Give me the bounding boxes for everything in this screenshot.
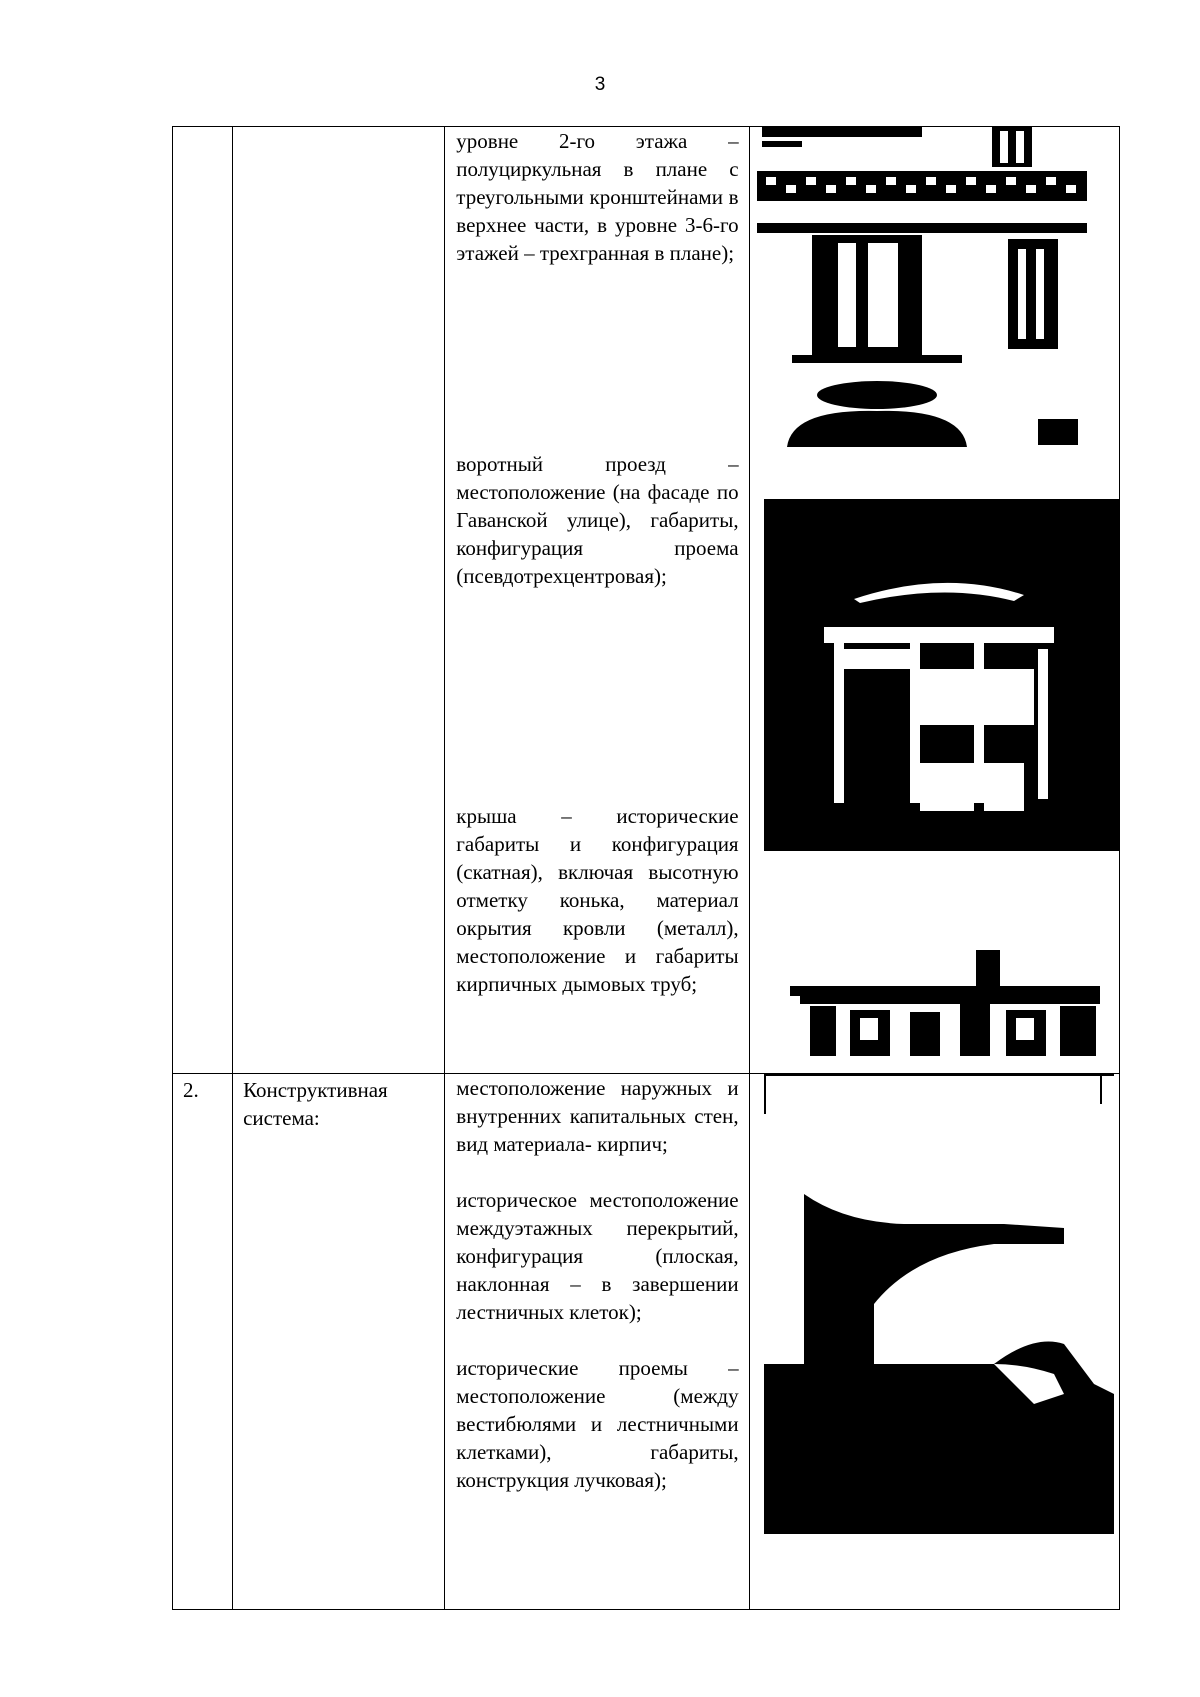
gate-passage-photo xyxy=(764,499,1120,851)
page-number: 3 xyxy=(594,74,606,95)
row-text-cell xyxy=(445,1074,749,1610)
row-name-cell xyxy=(233,127,445,1074)
row-name-cell: Конструктивная система: xyxy=(233,1074,445,1610)
row-photo-cell xyxy=(749,127,1119,1074)
feature-text-balcony: уровне 2-го этажа – полуциркульная в плане с треугольными кронштейнами в верхнее части, в уровне 3-6-го этажей – трехгранная в плане); xyxy=(456,129,739,265)
feature-text-walls: местоположение наружных и внутренних капитальных стен, вид материала- кирпич; xyxy=(456,1076,739,1156)
roof-photo xyxy=(780,940,1116,1060)
protected-features-table xyxy=(172,126,1120,1610)
row-text-cell xyxy=(445,127,749,1074)
row-number-cell xyxy=(173,127,233,1074)
feature-text-roof: крыша – исторические габариты и конфигурация (скатная), включая высотную отметку конька, материал окрытия кровли (металл), местоположение и габариты кирпичных дымовых труб; xyxy=(456,804,739,996)
vault-photo xyxy=(764,1074,1114,1534)
row-photo-cell xyxy=(749,1074,1119,1610)
table-row xyxy=(173,1074,1120,1610)
feature-text-floors: историческое местоположение междуэтажных перекрытий, конфигурация (плоская, наклонная – в завершении лестничных клеток); xyxy=(456,1188,739,1324)
row-number-cell: 2. xyxy=(173,1074,233,1610)
feature-text-openings: исторические проемы – местоположение (между вестибюлями и лестничными клетками), габариты, конструкция лучковая); xyxy=(456,1356,739,1492)
table-row xyxy=(173,127,1120,1074)
feature-text-gate-passage: воротный проезд – местоположение (на фасаде по Гаванской улице), габариты, конфигурация проема (псевдотрехцентровая); xyxy=(456,452,739,588)
balcony-photo xyxy=(752,127,1118,447)
